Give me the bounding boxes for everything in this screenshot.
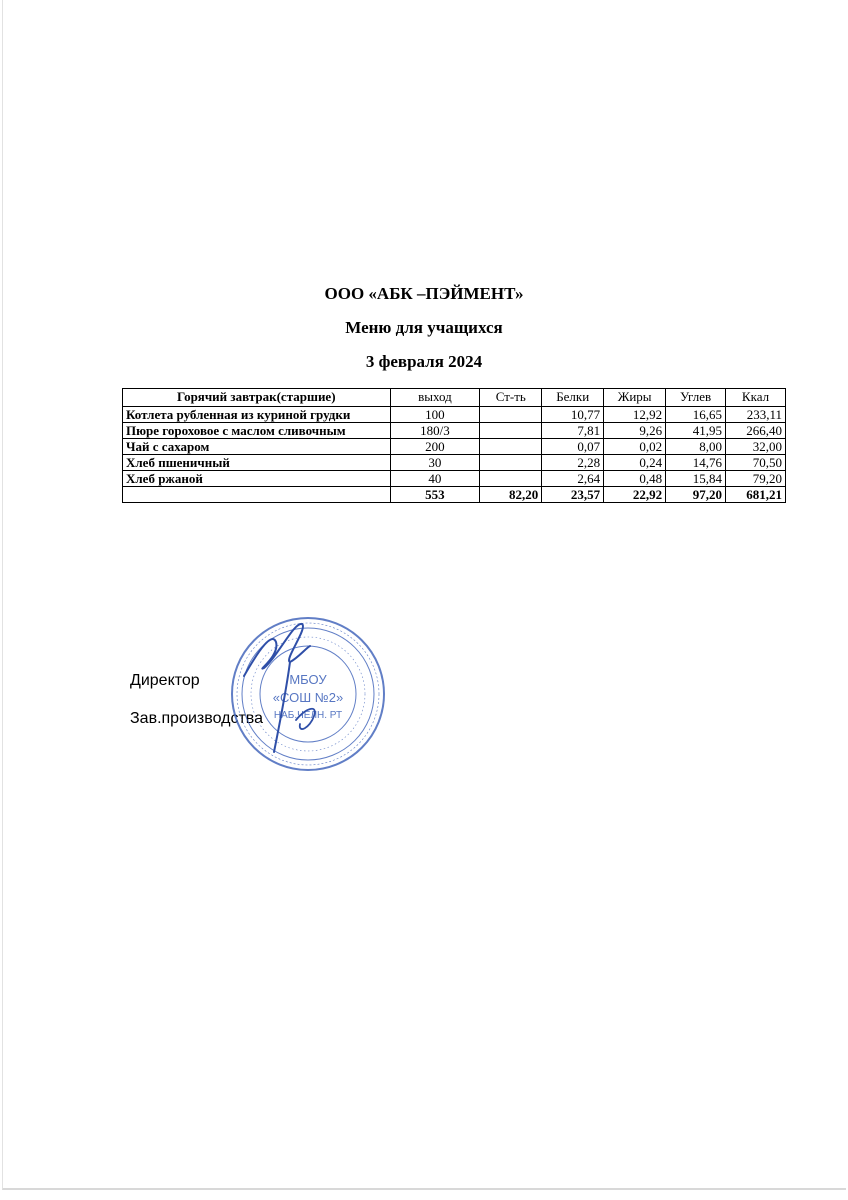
dish-output: 40 bbox=[390, 471, 480, 487]
dish-kcal: 266,40 bbox=[726, 423, 786, 439]
total-output: 553 bbox=[390, 487, 480, 503]
col-header-kcal: Ккал bbox=[726, 389, 786, 407]
dish-proteins: 2,28 bbox=[542, 455, 604, 471]
menu-date: 3 февраля 2024 bbox=[365, 352, 483, 371]
dish-cost bbox=[480, 407, 542, 423]
dish-output: 100 bbox=[390, 407, 480, 423]
dish-name: Котлета рубленная из куриной грудки bbox=[123, 407, 391, 423]
total-carbs: 97,20 bbox=[666, 487, 726, 503]
company-title: ООО «АБК –ПЭЙМЕНТ» bbox=[324, 284, 524, 303]
dish-kcal: 32,00 bbox=[726, 439, 786, 455]
col-header-proteins: Белки bbox=[542, 389, 604, 407]
dish-output: 30 bbox=[390, 455, 480, 471]
total-cost: 82,20 bbox=[480, 487, 542, 503]
dish-kcal: 233,11 bbox=[726, 407, 786, 423]
total-fats: 22,92 bbox=[604, 487, 666, 503]
table-header-row bbox=[123, 389, 786, 407]
dish-fats: 9,26 bbox=[604, 423, 666, 439]
stamp-line-3: НАБ.ЧЕЛН. РТ bbox=[273, 710, 343, 721]
dish-fats: 0,48 bbox=[604, 471, 666, 487]
dish-carbs: 14,76 bbox=[666, 455, 726, 471]
dish-name: Хлеб ржаной bbox=[123, 471, 391, 487]
menu-subtitle: Меню для учащихся bbox=[345, 318, 503, 337]
stamp-line-2: «СОШ №2» bbox=[272, 690, 344, 705]
dish-proteins: 2,64 bbox=[542, 471, 604, 487]
total-row bbox=[123, 487, 786, 503]
total-proteins: 23,57 bbox=[542, 487, 604, 503]
dish-name: Хлеб пшеничный bbox=[123, 455, 391, 471]
dish-fats: 0,24 bbox=[604, 455, 666, 471]
dish-carbs: 41,95 bbox=[666, 423, 726, 439]
dish-cost bbox=[480, 423, 542, 439]
total-kcal: 681,21 bbox=[726, 487, 786, 503]
dish-cost bbox=[480, 455, 542, 471]
dish-carbs: 16,65 bbox=[666, 407, 726, 423]
page-border bbox=[2, 0, 846, 1190]
col-header-cost: Ст-ть bbox=[480, 389, 542, 407]
dish-output: 200 bbox=[390, 439, 480, 455]
director-label: Директор bbox=[130, 672, 200, 689]
dish-proteins: 7,81 bbox=[542, 423, 604, 439]
total-label bbox=[123, 487, 391, 503]
table-row bbox=[123, 439, 786, 455]
dish-fats: 0,02 bbox=[604, 439, 666, 455]
dish-proteins: 10,77 bbox=[542, 407, 604, 423]
table-row bbox=[123, 455, 786, 471]
dish-cost bbox=[480, 439, 542, 455]
col-header-fats: Жиры bbox=[604, 389, 666, 407]
stamp-line-1: МБОУ bbox=[289, 672, 327, 687]
production-head-label: Зав.производства bbox=[130, 710, 263, 727]
dish-output: 180/3 bbox=[390, 423, 480, 439]
table-row bbox=[123, 423, 786, 439]
menu-table bbox=[122, 388, 786, 503]
dish-name: Пюре гороховое с маслом сливочным bbox=[123, 423, 391, 439]
col-header-carbs: Углев bbox=[666, 389, 726, 407]
dish-kcal: 79,20 bbox=[726, 471, 786, 487]
handwritten-signature bbox=[236, 612, 356, 762]
table-row bbox=[123, 407, 786, 423]
dish-carbs: 15,84 bbox=[666, 471, 726, 487]
dish-kcal: 70,50 bbox=[726, 455, 786, 471]
col-header-output: выход bbox=[390, 389, 480, 407]
dish-fats: 12,92 bbox=[604, 407, 666, 423]
dish-proteins: 0,07 bbox=[542, 439, 604, 455]
dish-name: Чай с сахаром bbox=[123, 439, 391, 455]
dish-carbs: 8,00 bbox=[666, 439, 726, 455]
dish-cost bbox=[480, 471, 542, 487]
table-row bbox=[123, 471, 786, 487]
col-header-meal: Горячий завтрак(старшие) bbox=[123, 389, 391, 407]
